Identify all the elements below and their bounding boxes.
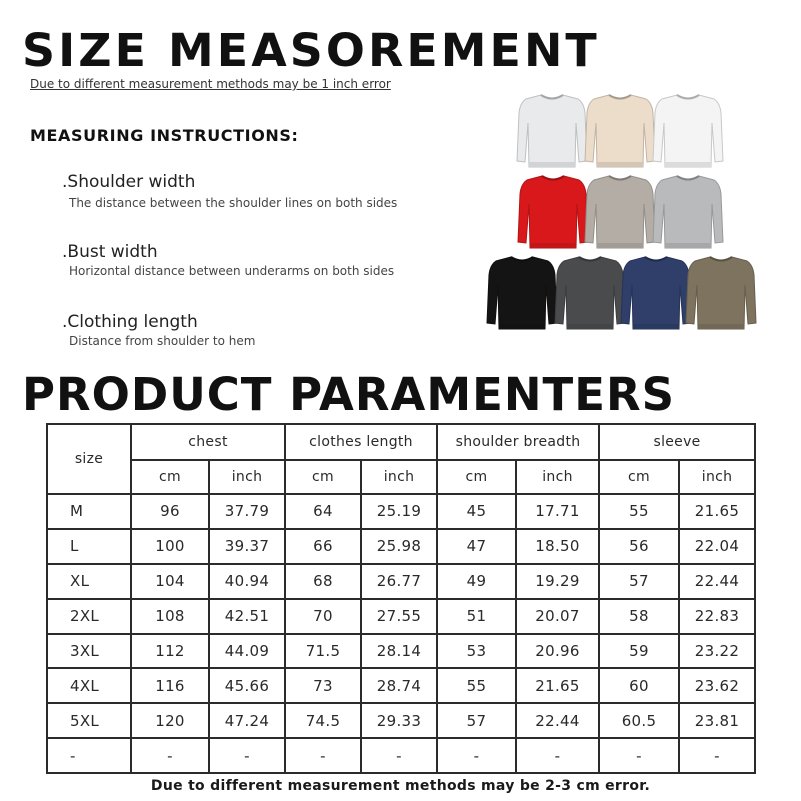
measurement-cell: 39.37 xyxy=(209,529,285,564)
measurement-cell: 23.62 xyxy=(679,668,755,703)
measurement-cell: - xyxy=(285,738,361,773)
group-header-clothes-length: clothes length xyxy=(285,424,437,460)
measurement-cell: 96 xyxy=(131,494,209,529)
sweatshirt-icon xyxy=(686,257,756,329)
size-cell: 4XL xyxy=(47,668,131,703)
sweatshirt-icon xyxy=(621,257,691,329)
instruction-desc-length: Distance from shoulder to hem xyxy=(69,334,256,348)
measurement-cell: - xyxy=(599,738,679,773)
measurement-cell: - xyxy=(209,738,285,773)
measurement-cell: 58 xyxy=(599,599,679,634)
measurement-cell: 28.74 xyxy=(361,668,437,703)
measurement-cell: 25.19 xyxy=(361,494,437,529)
unit-header: inch xyxy=(361,460,437,494)
instruction-title-length: .Clothing length xyxy=(62,312,198,332)
table-row xyxy=(47,703,755,738)
measurement-cell: 68 xyxy=(285,564,361,599)
table-row xyxy=(47,494,755,529)
measurement-cell: 26.77 xyxy=(361,564,437,599)
size-cell: M xyxy=(47,494,131,529)
size-chart-table xyxy=(46,423,756,774)
measurement-cell: - xyxy=(437,738,516,773)
size-column-header: size xyxy=(47,424,131,494)
measurement-cell: 71.5 xyxy=(285,634,361,669)
sweatshirt-icon xyxy=(517,95,587,167)
measurement-cell: 74.5 xyxy=(285,703,361,738)
measurement-cell: - xyxy=(361,738,437,773)
measurement-cell: 21.65 xyxy=(679,494,755,529)
measurement-cell: - xyxy=(516,738,599,773)
unit-header: inch xyxy=(209,460,285,494)
table-row xyxy=(47,634,755,669)
measurement-cell: 55 xyxy=(599,494,679,529)
table-row xyxy=(47,668,755,703)
measurement-cell: 53 xyxy=(437,634,516,669)
unit-header: cm xyxy=(599,460,679,494)
measurement-cell: 40.94 xyxy=(209,564,285,599)
size-cell: - xyxy=(47,738,131,773)
group-header-sleeve: sleeve xyxy=(599,424,755,460)
unit-header: cm xyxy=(437,460,516,494)
table-row xyxy=(47,529,755,564)
measurement-cell: 55 xyxy=(437,668,516,703)
measurement-cell: 23.81 xyxy=(679,703,755,738)
instruction-title-shoulder: .Shoulder width xyxy=(62,172,196,192)
size-cell: 5XL xyxy=(47,703,131,738)
measurement-cell: 21.65 xyxy=(516,668,599,703)
measurement-cell: 49 xyxy=(437,564,516,599)
measurement-cell: 19.29 xyxy=(516,564,599,599)
measurement-cell: 37.79 xyxy=(209,494,285,529)
measurement-cell: 100 xyxy=(131,529,209,564)
measurement-cell: 17.71 xyxy=(516,494,599,529)
page-title: SIZE MEASOREMENT xyxy=(22,24,600,77)
instruction-desc-shoulder: The distance between the shoulder lines on both sides xyxy=(69,196,398,210)
footer-error-note: Due to different measurement methods may be 2-3 cm error. xyxy=(150,778,651,794)
measurement-cell: 25.98 xyxy=(361,529,437,564)
sweatshirt-icon xyxy=(585,95,655,167)
sweatshirt-icon xyxy=(653,176,723,248)
product-parameters-title: PRODUCT PARAMENTERS xyxy=(22,368,675,421)
unit-header: inch xyxy=(516,460,599,494)
size-cell: L xyxy=(47,529,131,564)
measurement-cell: 120 xyxy=(131,703,209,738)
measurement-cell: 22.44 xyxy=(516,703,599,738)
subtitle-note: Due to different measurement methods may be 1 inch error xyxy=(30,77,391,91)
measurement-cell: 20.96 xyxy=(516,634,599,669)
unit-header: inch xyxy=(679,460,755,494)
unit-header: cm xyxy=(285,460,361,494)
measurement-cell: 18.50 xyxy=(516,529,599,564)
measurement-cell: 66 xyxy=(285,529,361,564)
size-cell: XL xyxy=(47,564,131,599)
group-header-chest: chest xyxy=(131,424,285,460)
measurement-cell: 57 xyxy=(437,703,516,738)
measurement-cell: - xyxy=(131,738,209,773)
measurement-cell: 29.33 xyxy=(361,703,437,738)
measurement-cell: 23.22 xyxy=(679,634,755,669)
size-cell: 3XL xyxy=(47,634,131,669)
measurement-cell: 112 xyxy=(131,634,209,669)
measurement-cell: 22.04 xyxy=(679,529,755,564)
sweatshirt-icon xyxy=(585,176,655,248)
measurement-cell: 57 xyxy=(599,564,679,599)
sweatshirt-icon xyxy=(653,95,723,167)
sweatshirt-icon xyxy=(518,176,588,248)
size-chart-body xyxy=(47,494,755,773)
measurement-cell: 51 xyxy=(437,599,516,634)
measurement-cell: - xyxy=(679,738,755,773)
measurement-cell: 116 xyxy=(131,668,209,703)
measurement-cell: 104 xyxy=(131,564,209,599)
measurement-cell: 70 xyxy=(285,599,361,634)
table-row xyxy=(47,738,755,773)
table-row xyxy=(47,599,755,634)
measurement-cell: 42.51 xyxy=(209,599,285,634)
measurement-cell: 60.5 xyxy=(599,703,679,738)
instruction-desc-bust: Horizontal distance between underarms on both sides xyxy=(69,264,395,278)
measurement-cell: 27.55 xyxy=(361,599,437,634)
group-header-shoulder-breadth: shoulder breadth xyxy=(437,424,599,460)
measurement-cell: 20.07 xyxy=(516,599,599,634)
measurement-cell: 45 xyxy=(437,494,516,529)
measurement-cell: 22.83 xyxy=(679,599,755,634)
sweatshirt-icon xyxy=(487,257,557,329)
measurement-cell: 44.09 xyxy=(209,634,285,669)
measurement-cell: 22.44 xyxy=(679,564,755,599)
measurement-cell: 64 xyxy=(285,494,361,529)
table-row xyxy=(47,564,755,599)
instructions-heading: MEASURING INSTRUCTIONS: xyxy=(30,126,299,145)
measurement-cell: 59 xyxy=(599,634,679,669)
measurement-cell: 60 xyxy=(599,668,679,703)
unit-header: cm xyxy=(131,460,209,494)
measurement-cell: 108 xyxy=(131,599,209,634)
measurement-cell: 73 xyxy=(285,668,361,703)
measurement-cell: 47.24 xyxy=(209,703,285,738)
instruction-title-bust: .Bust width xyxy=(62,242,158,262)
measurement-cell: 28.14 xyxy=(361,634,437,669)
measurement-cell: 47 xyxy=(437,529,516,564)
sweatshirt-icon xyxy=(555,257,625,329)
size-cell: 2XL xyxy=(47,599,131,634)
measurement-cell: 45.66 xyxy=(209,668,285,703)
measurement-cell: 56 xyxy=(599,529,679,564)
